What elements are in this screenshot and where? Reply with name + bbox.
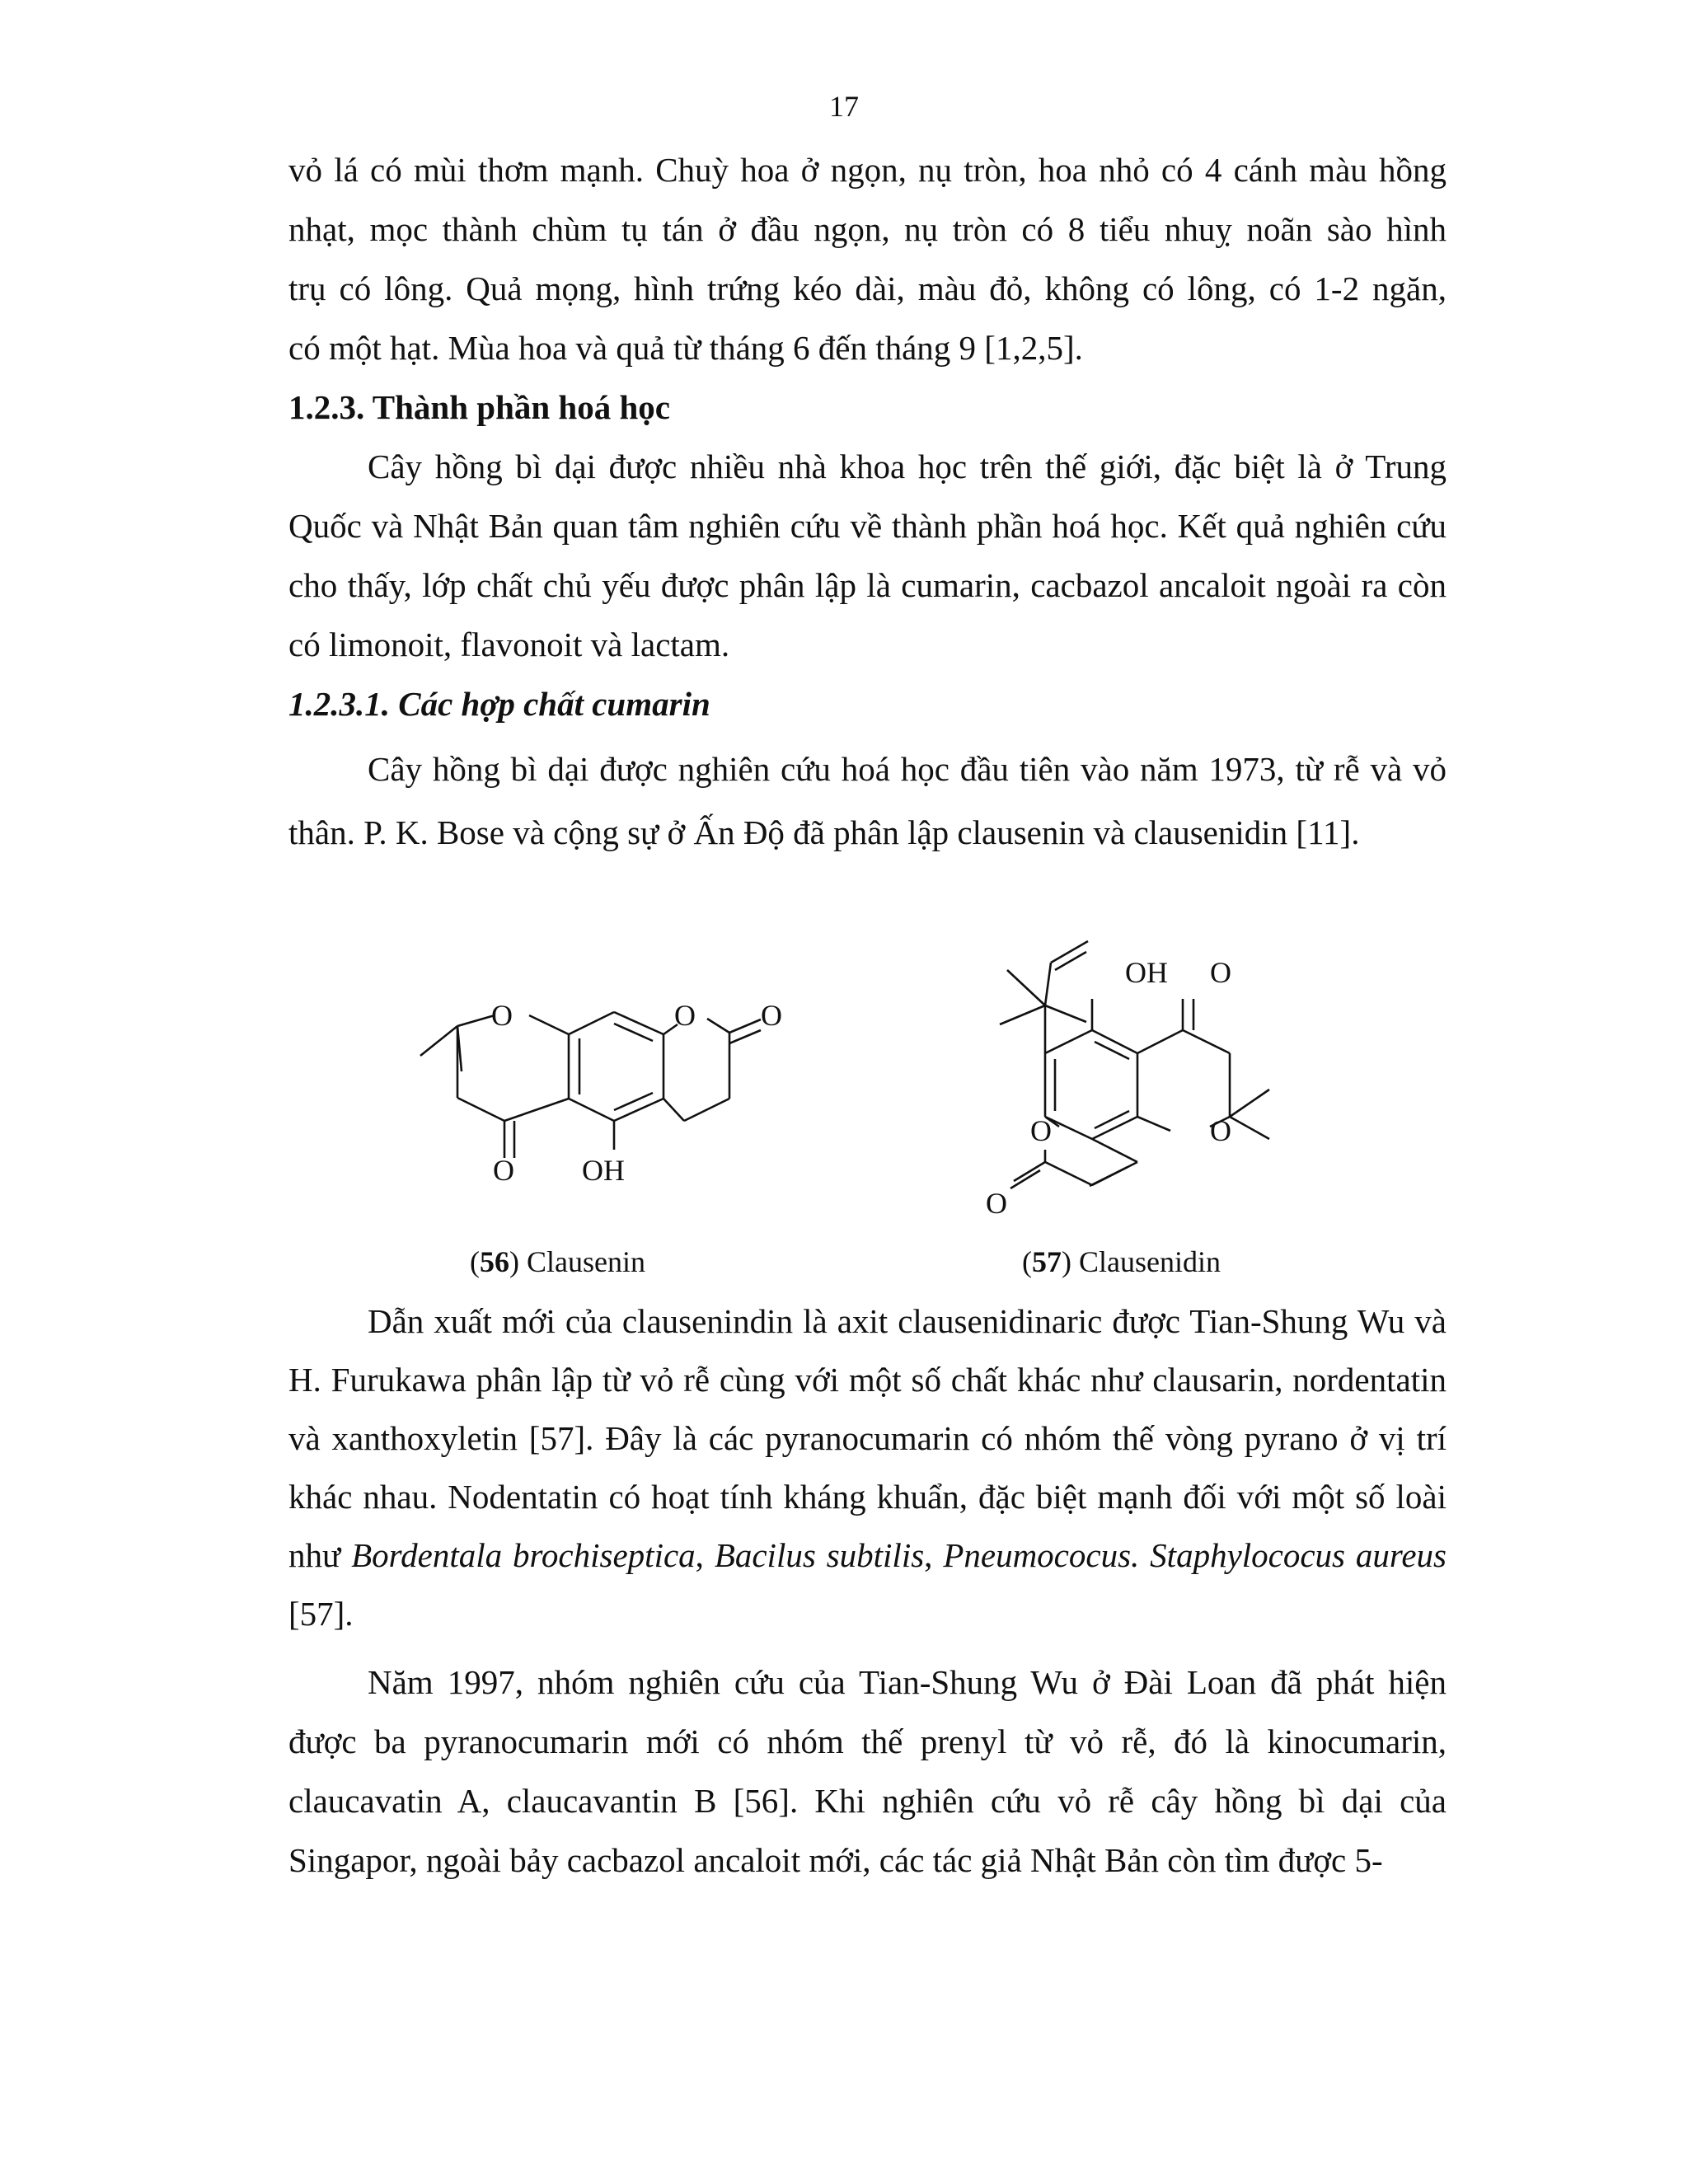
species-name: Bacilus subtilis: [714, 1536, 925, 1574]
structure-clausenidin: [986, 941, 1269, 1220]
atom-oxygen: O: [986, 1187, 1007, 1220]
text-line: có một hạt. Mùa hoa và quả từ tháng 6 đến tháng 9 [1,2,5].: [288, 329, 1083, 367]
structure-clausenin: [420, 999, 782, 1187]
atom-oxygen: O: [491, 999, 513, 1032]
section-heading: 1.2.3. Thành phần hoá học: [288, 388, 670, 426]
atom-oxygen: O: [674, 999, 696, 1032]
species-name: Bordentala brochiseptica: [351, 1536, 696, 1574]
paragraph-history: Cây hồng bì dại được nghiên cứu hoá học đầu tiên vào năm 1973, từ rễ và vỏ thân. P. K. Bose và cộng sự ở Ấn Độ đã phân lập clausenin và clausenidin [11].: [288, 750, 1447, 851]
atom-oxygen: O: [493, 1154, 514, 1187]
caption-clausenin: (56) Clausenin: [470, 1245, 645, 1278]
atom-oxygen: O: [761, 999, 782, 1032]
text-line: vỏ lá có mùi thơm mạnh. Chuỳ hoa ở ngọn, nụ tròn, hoa nhỏ có 4 cánh màu hồng: [288, 151, 1447, 189]
page-number: 17: [829, 90, 859, 123]
species-name: Pneumococus. Staphylococus aureus: [943, 1536, 1447, 1574]
text-line: nhạt, mọc thành chùm tụ tán ở đầu ngọn, nụ tròn có 8 tiểu nhuỵ noãn sào hình: [288, 210, 1447, 248]
hydroxyl-label: OH: [582, 1154, 625, 1187]
text-line: trụ có lông. Quả mọng, hình trứng kéo dài, màu đỏ, không có lông, có 1-2 ngăn,: [288, 269, 1447, 307]
caption-clausenidin: (57) Clausenidin: [1022, 1245, 1221, 1278]
atom-oxygen: O: [1210, 1114, 1231, 1147]
paragraph-1997: Năm 1997, nhóm nghiên cứu của Tian-Shung Wu ở Đài Loan đã phát hiện được ba pyranocumarin mới có nhóm thế prenyl từ vỏ rễ, đó là kinocumarin, claucavatin A, claucavantin B [56]. Khi nghiên cứu vỏ rễ cây hồng bì dại của Singapor, ngoài bảy cacbazol ancaloit mới, các tác giả Nhật Bản còn tìm được 5-: [288, 1663, 1447, 1879]
atom-oxygen: O: [1030, 1114, 1052, 1147]
subsection-heading: 1.2.3.1. Các hợp chất cumarin: [288, 685, 710, 723]
atom-oxygen: O: [1210, 956, 1231, 989]
hydroxyl-label: OH: [1125, 956, 1168, 989]
paragraph-derivatives: Dẫn xuất mới của clausenindin là axit clausenidinaric được Tian-Shung Wu và H. Furukawa phân lập từ vỏ rễ cùng với một số chất khác như clausarin, nordentatin và xanthoxyletin [57]. Đây là các pyranocumarin có nhóm thế vòng pyrano ở vị trí khác nhau. Nodentatin có hoạt tính kháng khuẩn, đặc biệt mạnh đối với một số loài như Bordentala brochiseptica, Bacilus subtilis, Pneumococus. Staphylococus aureus [57].: [288, 1302, 1447, 1633]
paragraph-composition: Cây hồng bì dại được nhiều nhà khoa học trên thế giới, đặc biệt là ở Trung Quốc và Nhật Bản quan tâm nghiên cứu về thành phần hoá học. Kết quả nghiên cứu cho thấy, lớp chất chủ yếu được phân lập là cumarin, cacbazol ancaloit ngoài ra còn có limonoit, flavonoit và lactam.: [288, 448, 1447, 663]
